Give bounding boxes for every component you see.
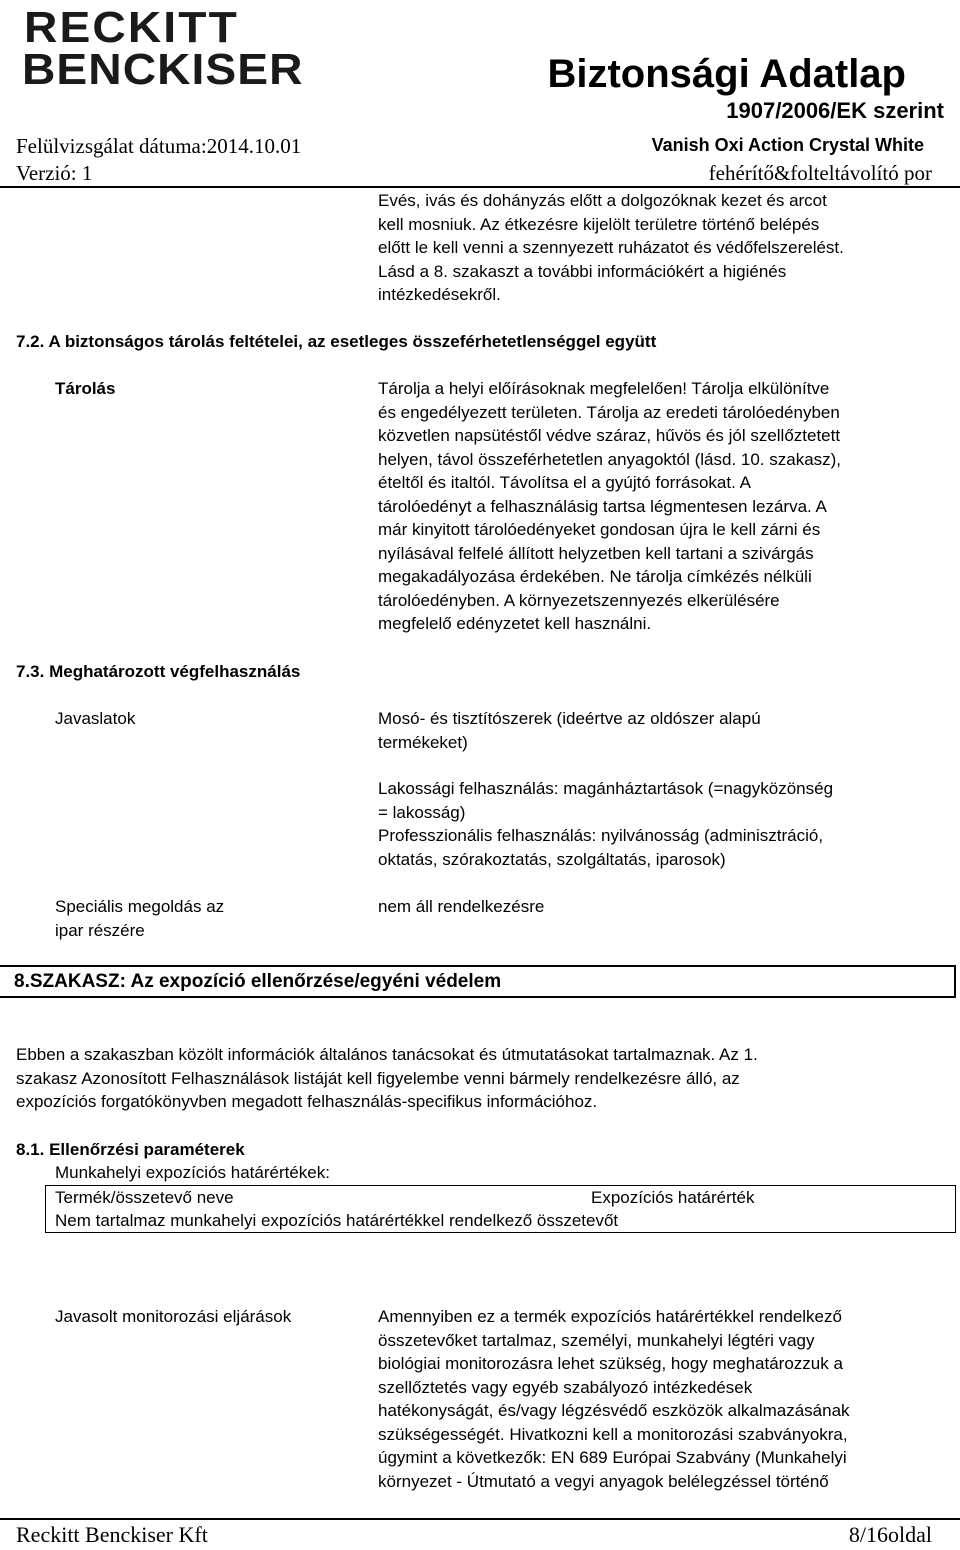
text-line: Evés, ivás és dohányzás előtt a dolgozóknak kezet és arcot xyxy=(378,191,827,210)
text-line: nyílásával felfelé állított helyzetben kell tartani a szivárgás xyxy=(378,543,814,563)
text-line: Tárolja a helyi előírásoknak megfelelően! Tárolja elkülönítve xyxy=(378,379,830,398)
logo-line-1: RECKITT xyxy=(24,3,239,52)
regulation-reference: 1907/2006/EK szerint xyxy=(726,98,944,123)
company-logo xyxy=(22,3,304,94)
text-line: Ebben a szakaszban közölt információk általános tanácsokat és útmutatásokat tartalmaznak. Az 1. xyxy=(16,1045,758,1064)
text-line: összetevőket tartalmaz, személyi, munkahelyi légtéri vagy xyxy=(378,1330,815,1350)
storage-text xyxy=(378,377,841,636)
text-line: = lakosság) xyxy=(378,802,466,822)
text-line: szükségességét. Hivatkozni kell a monitorozási szabványokra, xyxy=(378,1424,848,1444)
document-title: Biztonsági Adatlap xyxy=(547,52,906,96)
page-number: 8/16oldal xyxy=(848,1522,932,1547)
use-categories-text xyxy=(378,777,833,871)
recommendations-label: Javaslatok xyxy=(55,709,136,728)
text-line: tárolóedényt a felhasználásig tartsa légmentesen lezárva. A xyxy=(378,496,827,516)
text-line: Lásd a 8. szakaszt a további információkért a higiénés xyxy=(378,261,787,281)
text-line: Lakossági felhasználás: magánháztartások (=nagyközönség xyxy=(378,779,834,798)
text-line: Professzionális felhasználás: nyilvánosság (adminisztráció, xyxy=(378,826,824,845)
hygiene-paragraph xyxy=(378,189,844,307)
text-line: intézkedésekről. xyxy=(378,285,501,304)
text-line: ételtől és italtól. Távolítsa el a gyújtó forrásokat. A xyxy=(378,473,751,492)
text-line: termékeket) xyxy=(378,732,468,752)
text-line: már kinyitott tárolóedényeket gondosan újra le kell zárni és xyxy=(378,520,821,539)
recommendations-text xyxy=(378,707,761,754)
text-line: Speciális megoldás az xyxy=(55,897,225,916)
text-line: közvetlen napsütéstől védve száraz, hűvös és jól szellőztetett xyxy=(378,426,841,445)
exposure-limits-label: Munkahelyi expozíciós határértékek: xyxy=(55,1163,330,1182)
text-line: környezet - Útmutató a vegyi anyagok belélegzéssel történő xyxy=(378,1471,829,1491)
table-header-component: Termék/összetevő neve xyxy=(55,1188,234,1207)
revision-date: Felülvizsgálat dátuma:2014.10.01 xyxy=(16,134,302,158)
table-header-limit: Expozíciós határérték xyxy=(591,1188,755,1207)
text-line: szellőztetés vagy egyéb szabályozó intézkedések xyxy=(378,1377,753,1397)
section-7-2-heading: 7.2. A biztonságos tárolás feltételei, az esetleges összeférhetetlenséggel együtt xyxy=(16,332,657,351)
text-line: oktatás, szórakoztatás, szolgáltatás, iparosok) xyxy=(378,849,726,869)
text-line: kell mosniuk. Az étkezésre kijelölt területre történő belépés xyxy=(378,214,820,234)
product-type: fehérítő&folteltávolító por xyxy=(708,161,932,185)
industry-solution-label xyxy=(55,895,224,942)
table-row: Nem tartalmaz munkahelyi expozíciós határértékkel rendelkező összetevőt xyxy=(55,1211,619,1230)
section-8-1-heading: 8.1. Ellenőrzési paraméterek xyxy=(16,1140,245,1159)
text-line: és engedélyezett területen. Tárolja az eredeti tárolóedényben xyxy=(378,402,840,422)
logo-line-2: BENCKISER xyxy=(22,45,304,94)
text-line: megakadályozása érdekében. Ne tárolja címkézés nélküli xyxy=(378,567,812,586)
text-line: szakasz Azonosított Felhasználások listáját kell figyelembe venni bármely rendelkezésre álló, az xyxy=(16,1068,740,1088)
text-line: tárolóedényben. A környezetszennyezés elkerülésére xyxy=(378,590,780,610)
text-line: előtt le kell venni a szennyezett ruházatot és védőfelszerelést. xyxy=(378,238,844,257)
section-8-header xyxy=(0,965,956,998)
text-line: úgymint a következők: EN 689 Európai Szabvány (Munkahelyi xyxy=(378,1448,847,1467)
section-8-intro xyxy=(16,1043,758,1114)
industry-solution-value: nem áll rendelkezésre xyxy=(378,897,545,916)
monitoring-label: Javasolt monitorozási eljárások xyxy=(55,1307,292,1326)
storage-label: Tárolás xyxy=(55,379,116,398)
section-8-heading: 8.SZAKASZ: Az expozíció ellenőrzése/egyéni védelem xyxy=(14,971,502,992)
text-line: ipar részére xyxy=(55,920,145,940)
text-line: megfelelő edényzetet kell használni. xyxy=(378,614,652,633)
text-line: expozíciós forgatókönyvben megadott felhasználás-specifikus információhoz. xyxy=(16,1092,598,1111)
text-line: biológiai monitorozásra lehet szükség, hogy meghatározzuk a xyxy=(378,1354,843,1373)
text-line: Mosó- és tisztítószerek (ideértve az oldószer alapú xyxy=(378,709,761,728)
version: Verzió: 1 xyxy=(16,161,93,185)
text-line: helyen, távol összeférhetetlen anyagoktól (lásd. 10. szakasz), xyxy=(378,449,842,469)
text-line: Amennyiben ez a termék expozíciós határértékkel rendelkező xyxy=(378,1307,842,1326)
section-7-3-heading: 7.3. Meghatározott végfelhasználás xyxy=(16,662,301,681)
text-line: hatékonyságát, és/vagy légzésvédő eszközök alkalmazásának xyxy=(378,1401,850,1420)
monitoring-text xyxy=(378,1305,850,1493)
footer-company: Reckitt Benckiser Kft xyxy=(16,1522,208,1547)
header-divider xyxy=(0,186,960,188)
exposure-limits-table xyxy=(45,1185,956,1233)
footer-divider xyxy=(0,1518,960,1520)
product-name: Vanish Oxi Action Crystal White xyxy=(651,135,924,155)
